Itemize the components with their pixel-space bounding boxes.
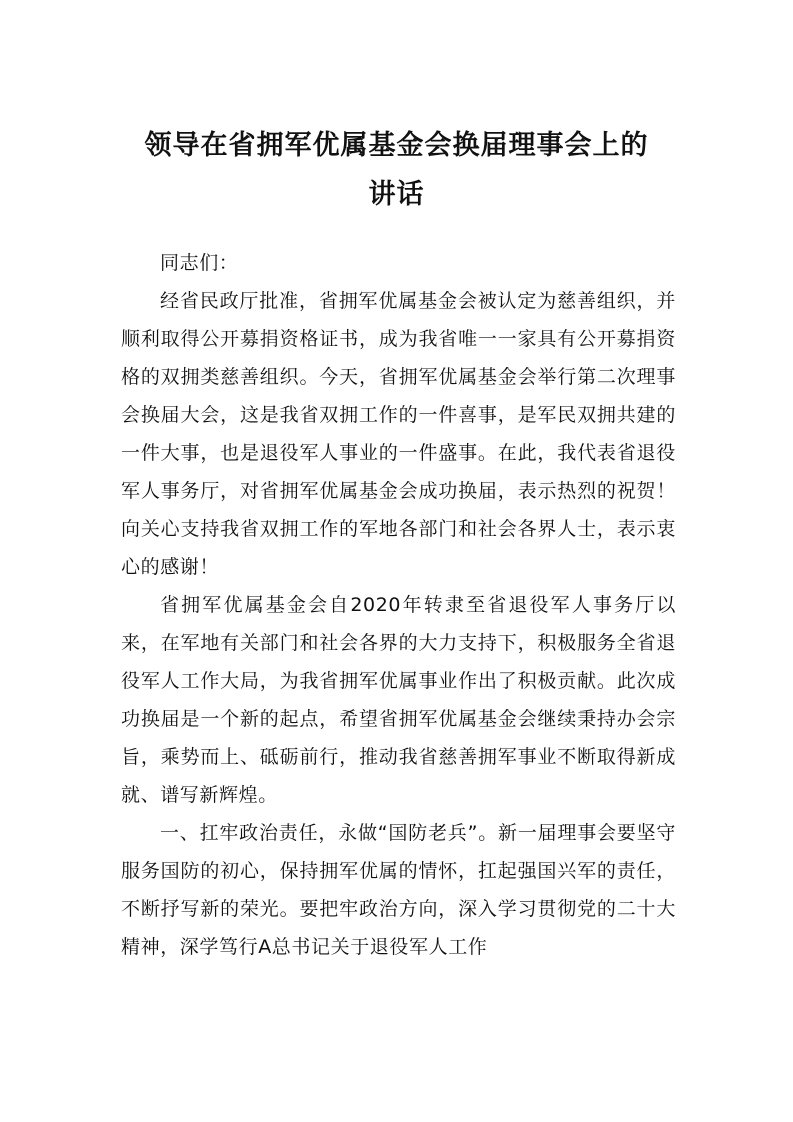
document-title-line1: 领导在省拥军优属基金会换届理事会上的	[144, 130, 649, 161]
paragraph: 一、扛牢政治责任，永做“国防老兵”。新一届理事会要坚守服务国防的初心，保持拥军优属的情怀，扛起强国兴军的责任，不断抒写新的荣光。要把牢政治方向，深入学习贯彻党的二十大精神，深学笃行A总书记关于退役军人工作	[121, 822, 676, 958]
salutation: 同志们：	[160, 252, 239, 274]
paragraph: 经省民政厅批准，省拥军优属基金会被认定为慈善组织，并顺利取得公开募捐资格证书，成为我省唯一一家具有公开募捐资格的双拥类慈善组织。今天，省拥军优属基金会举行第二次理事会换届大会，这是我省双拥工作的一件喜事，是军民双拥共建的一件大事，也是退役军人事业的一件盛事。在此，我代表省退役军人事务厅，对省拥军优属基金会成功换届，表示热烈的祝贺！向关心支持我省双拥工作的军地各部门和社会各界人士，表示衷心的感谢！	[121, 290, 676, 578]
paragraph: 省拥军优属基金会自2020年转隶至省退役军人事务厅以来，在军地有关部门和社会各界的大力支持下，积极服务全省退役军人工作大局，为我省拥军优属事业作出了积极贡献。此次成功换届是一个新的起点，希望省拥军优属基金会继续秉持办会宗旨，乘势而上、砥砺前行，推动我省慈善拥军事业不断取得新成就、谱写新辉煌。	[121, 594, 676, 806]
document-title-line2: 讲话	[368, 179, 425, 210]
document-body	[121, 244, 676, 966]
